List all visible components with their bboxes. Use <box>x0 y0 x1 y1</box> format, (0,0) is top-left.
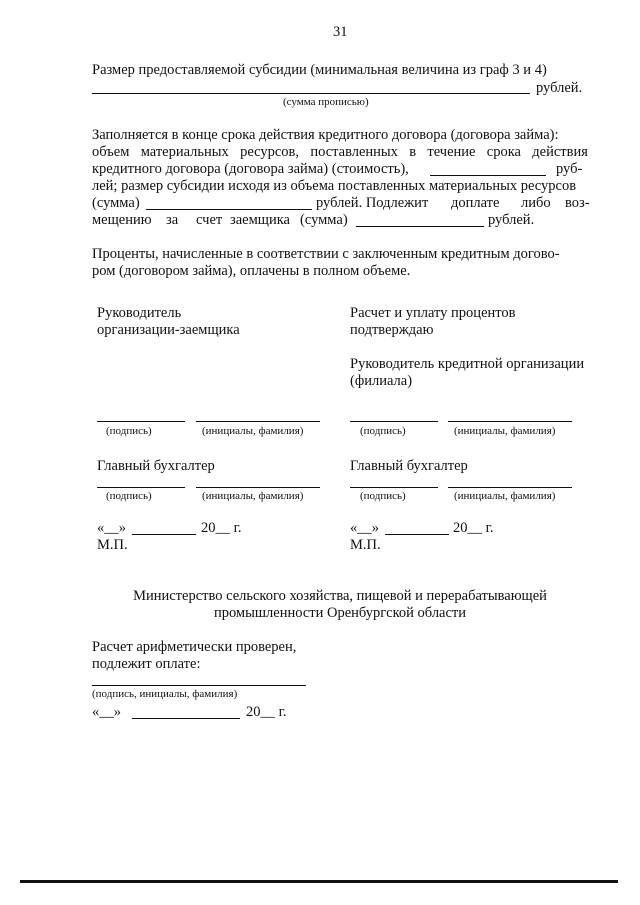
right-accountant-signature-line <box>350 487 438 488</box>
left-name-caption: (инициалы, фамилия) <box>202 425 304 437</box>
right-org-line-1: Руководитель кредитной организации <box>350 356 585 372</box>
end-term-line-5-word-1: доплате <box>451 195 500 211</box>
subsidy-rubles-label: рублей. <box>536 80 583 96</box>
subsidy-amount-blank <box>92 93 530 94</box>
left-title-line-1: Руководитель <box>97 305 182 321</box>
cost-blank <box>430 175 546 176</box>
right-accountant-name-line <box>448 487 572 488</box>
end-term-line-4: лей; размер субсидии исходя из объема поставленных материальных ресурсов <box>92 178 577 194</box>
ministry-date-open: «__» <box>92 704 121 720</box>
end-term-line-3-left: кредитного договора (договора займа) (стоимость), <box>92 161 409 177</box>
left-name-line <box>196 421 320 422</box>
word: ресурсов, <box>240 144 300 160</box>
left-accountant-signature-caption: (подпись) <box>106 490 152 502</box>
word: в <box>409 144 417 160</box>
page-number: 31 <box>333 24 348 40</box>
left-chief-accountant: Главный бухгалтер <box>97 458 215 474</box>
checked-line-1: Расчет арифметически проверен, <box>92 639 297 655</box>
checked-line-2: подлежит оплате: <box>92 656 201 672</box>
right-title-line-2: подтверждаю <box>350 322 434 338</box>
word: действия <box>532 144 588 160</box>
end-term-line-3-right: руб- <box>556 161 583 177</box>
subsidy-sum-blank <box>146 209 312 210</box>
end-term-line-5-word-3: воз- <box>565 195 590 211</box>
end-term-line-5-word-2: либо <box>521 195 551 211</box>
end-term-line-6-word-3: счет <box>196 212 223 228</box>
end-term-line-5-mid: рублей. Подлежит <box>316 195 429 211</box>
reimbursement-blank <box>356 226 484 227</box>
end-term-line-6-word-4: заемщика <box>230 212 290 228</box>
right-chief-accountant: Главный бухгалтер <box>350 458 468 474</box>
left-signature-caption: (подпись) <box>106 425 152 437</box>
right-date-open: «__» <box>350 520 379 536</box>
subsidy-line-1 <box>92 62 588 79</box>
right-accountant-signature-caption: (подпись) <box>360 490 406 502</box>
bottom-rule <box>20 880 618 883</box>
ministry-signature-line <box>92 685 306 686</box>
end-term-line-2 <box>92 144 588 161</box>
left-stamp: М.П. <box>97 537 128 553</box>
end-term-line-6-word-1: мещению <box>92 212 152 228</box>
interest-line-2: ром (договором займа), оплачены в полном объеме. <box>92 263 411 279</box>
left-accountant-name-line <box>196 487 320 488</box>
left-signature-line <box>97 421 185 422</box>
left-title-line-2: организации-заемщика <box>97 322 240 338</box>
end-term-line-1: Заполняется в конце срока действия кредитного договора (договора займа): <box>92 127 559 143</box>
end-term-line-6-word-2: за <box>166 212 179 228</box>
word: поставленных <box>310 144 398 160</box>
right-date-year: 20__ г. <box>453 520 494 536</box>
interest-line-1: Проценты, начисленные в соответствии с заключенным кредитным догово- <box>92 246 560 262</box>
ministry-date-month-blank <box>132 718 240 719</box>
right-accountant-name-caption: (инициалы, фамилия) <box>454 490 556 502</box>
ministry-line-1: Министерство сельского хозяйства, пищевой и перерабатывающей <box>133 588 547 604</box>
left-date-open: «__» <box>97 520 126 536</box>
right-name-caption: (инициалы, фамилия) <box>454 425 556 437</box>
left-date-year: 20__ г. <box>201 520 242 536</box>
ministry-signature-caption: (подпись, инициалы, фамилия) <box>92 688 238 700</box>
right-name-line <box>448 421 572 422</box>
subsidy-line-1-text: Размер предоставляемой субсидии (минимальная величина из граф 3 и 4) <box>92 62 547 78</box>
end-term-line-6-word-5: (сумма) <box>300 212 348 228</box>
word: материальных <box>140 144 229 160</box>
right-date-month-blank <box>385 534 449 535</box>
left-accountant-signature-line <box>97 487 185 488</box>
end-term-line-5-left: (сумма) <box>92 195 140 211</box>
left-date-month-blank <box>132 534 196 535</box>
right-title-line-1: Расчет и уплату процентов <box>350 305 516 321</box>
end-term-line-6-end: рублей. <box>488 212 535 228</box>
word: объем <box>92 144 130 160</box>
ministry-line-2: промышленности Оренбургской области <box>213 605 467 621</box>
right-signature-caption: (подпись) <box>360 425 406 437</box>
word: течение <box>427 144 476 160</box>
right-signature-line <box>350 421 438 422</box>
right-stamp: М.П. <box>350 537 381 553</box>
word: срока <box>486 144 521 160</box>
subsidy-amount-caption: (сумма прописью) <box>283 96 369 108</box>
right-org-line-2: (филиала) <box>350 373 413 389</box>
ministry-date-year: 20__ г. <box>246 704 287 720</box>
left-accountant-name-caption: (инициалы, фамилия) <box>202 490 304 502</box>
